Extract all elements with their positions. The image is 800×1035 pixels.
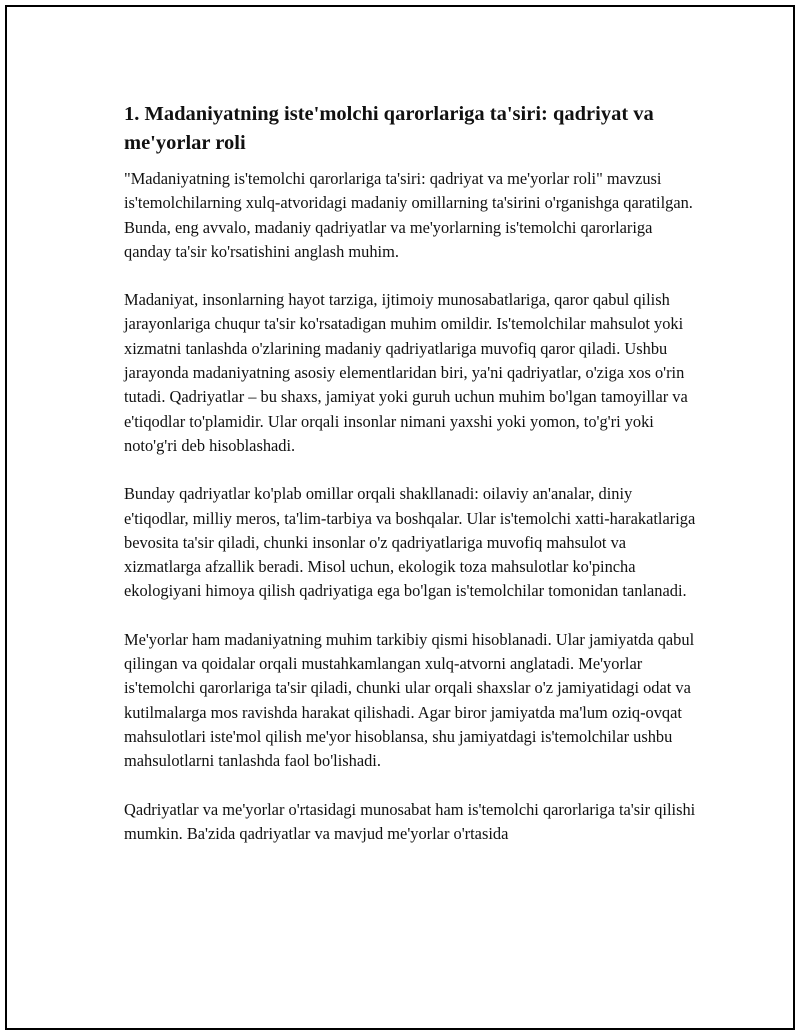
document-heading: 1. Madaniyatning iste'molchi qarorlariga ta'siri: qadriyat va me'yorlar roli xyxy=(124,103,654,154)
paragraph-culture-values: Madaniyat, insonlarning hayot tarziga, ijtimoiy munosabatlariga, qaror qabul qilish jarayonlariga chuqur ta'sir ko'rsatadigan muhim omildir. Is'temolchilar mahsulot yoki xizmatni tanlashda o'zlarining madaniy qadriyatlariga muvofiq qaror qiladi. Ushbu jarayonda madaniyatning asosiy elementlaridan biri, ya'ni qadriyatlar, o'ziga xos o'rin tutadi. Qadriyatlar – bu shaxs, jamiyat yoki guruh uchun muhim bo'lgan tamoyillar va e'tiqodlar to'plamidir. Ular orqali insonlar nimani yaxshi yoki yomon, to'g'ri yoki noto'g'ri deb hisoblashadi. xyxy=(124,290,688,455)
paragraph-value-sources: Bunday qadriyatlar ko'plab omillar orqali shakllanadi: oilaviy an'analar, diniy e'tiqodlar, milliy meros, ta'lim-tarbiya va boshqalar. Ular is'temolchi xatti-harakatlariga bevosita ta'sir qiladi, chunki insonlar o'z qadriyatlariga muvofiq mahsulot va xizmatlarga afzallik beradi. Misol uchun, ekologik toza mahsulotlar ko'pincha ekologiyani himoya qilish qadriyatiga ega bo'lgan is'temolchilar tomonidan tanlanadi. xyxy=(124,484,696,601)
document-body xyxy=(124,100,699,870)
paragraph-values-norms-relation: Qadriyatlar va me'yorlar o'rtasidagi munosabat ham is'temolchi qarorlariga ta'sir qilishi mumkin. Ba'zida qadriyatlar va mavjud me'yorlar o'rtasida xyxy=(124,799,696,843)
paragraph-intro: "Madaniyatning is'temolchi qarorlariga ta'siri: qadriyat va me'yorlar roli" mavzusi is'temolchilarning xulq-atvoridagi madaniy omillarning ta'sirini o'rganishga qaratilgan. Bunda, eng avvalo, madaniy qadriyatlar va me'yorlarning is'temolchi qarorlariga qanday ta'sir ko'rsatishini anglash muhim. xyxy=(124,169,693,261)
paragraph-norms: Me'yorlar ham madaniyatning muhim tarkibiy qismi hisoblanadi. Ular jamiyatda qabul qilingan va qoidalar orqali mustahkamlangan xulq-atvorni anglatadi. Me'yorlar is'temolchi qarorlariga ta'sir qiladi, chunki ular orqali shaxslar o'z jamiyatidagi odat va kutilmalarga mos ravishda harakat qilishadi. Agar biror jamiyatda ma'lum oziq-ovqat mahsulotlari iste'mol qilish me'yor hisoblansa, shu jamiyatdagi is'temolchilar ushbu mahsulotlarni tanlashda faol bo'lishadi. xyxy=(124,629,695,771)
page-frame xyxy=(5,5,795,1030)
